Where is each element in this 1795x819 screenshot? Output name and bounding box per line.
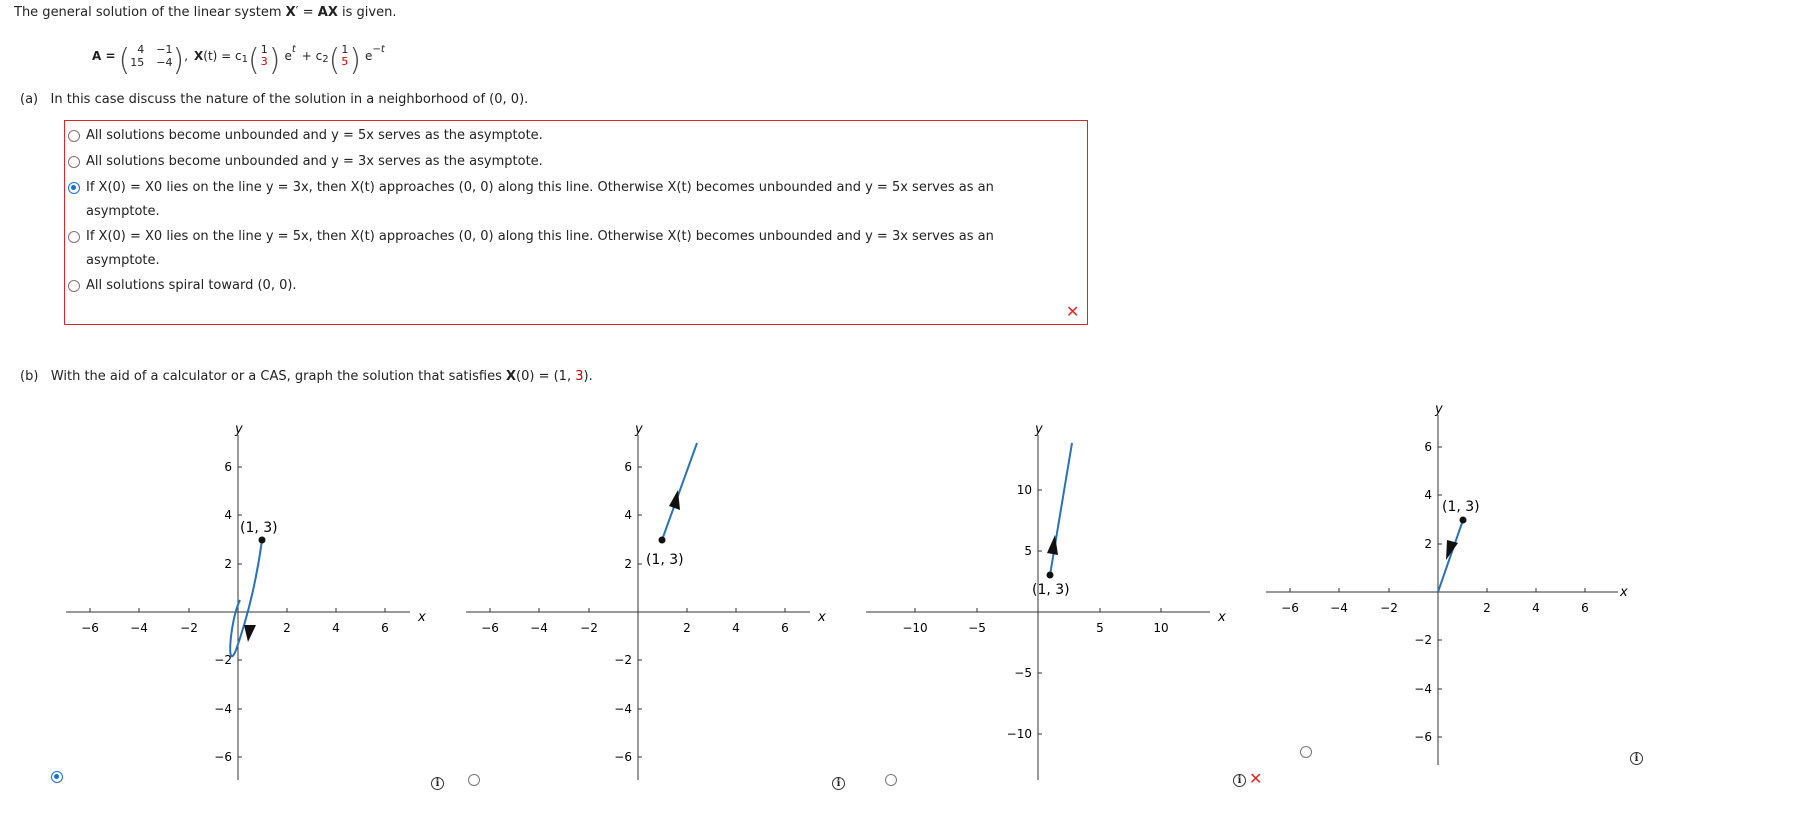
radio-button[interactable] xyxy=(68,231,80,243)
direction-arrow xyxy=(1446,540,1458,560)
option-a1[interactable]: All solutions become unbounded and y = 5x serves as the asymptote. xyxy=(68,128,1046,144)
graph-option-2[interactable] xyxy=(460,410,830,780)
y-tick: −4 xyxy=(1414,682,1432,696)
x-axis-label: x xyxy=(1218,610,1226,625)
y-tick: 6 xyxy=(224,460,232,474)
y-axis-label: y xyxy=(235,422,243,437)
direction-arrow xyxy=(244,625,256,642)
y-tick: 6 xyxy=(1424,440,1432,454)
option-a4[interactable]: If X(0) = X0 lies on the line y = 5x, then X(t) approaches (0, 0) along this line. Otherwise X(t) becomes unbounded and y = 3x serves as an asymptote. xyxy=(68,229,1046,273)
y-tick: 5 xyxy=(1024,544,1032,558)
y-tick: −4 xyxy=(214,702,232,716)
point-label: (1, 3) xyxy=(1032,582,1070,598)
solution-curve xyxy=(1438,520,1463,592)
y-tick: 2 xyxy=(624,557,632,571)
y-tick: 2 xyxy=(224,557,232,571)
matrix-a: 4 −1 15 −4 xyxy=(130,42,173,69)
x-tick: −6 xyxy=(1281,601,1299,615)
x-tick: 2 xyxy=(283,621,291,635)
radio-button-selected[interactable] xyxy=(68,182,80,194)
graph-option-3[interactable] xyxy=(860,410,1230,780)
y-tick: −6 xyxy=(614,750,632,764)
vector-2: 1 5 xyxy=(341,42,349,68)
x-tick: −5 xyxy=(968,621,986,635)
system-equation: A = ( 4 −1 15 −4 ) , X (t) = c 1 ( 1 3 ) e t + c 2 ( 1 5 ) e −t xyxy=(92,42,385,78)
initial-point xyxy=(1047,572,1054,579)
initial-point xyxy=(1460,517,1467,524)
solution-curve xyxy=(1050,443,1072,575)
radio-button[interactable] xyxy=(68,156,80,168)
x-tick: 4 xyxy=(1532,601,1540,615)
y-tick: −6 xyxy=(214,750,232,764)
x-tick: 6 xyxy=(1581,601,1589,615)
point-label: (1, 3) xyxy=(646,552,684,568)
y-tick: −2 xyxy=(214,653,232,667)
radio-button[interactable] xyxy=(68,280,80,292)
x-tick: 2 xyxy=(683,621,691,635)
x-tick: −4 xyxy=(530,621,548,635)
x-tick: −10 xyxy=(902,621,928,635)
x-tick: −2 xyxy=(1380,601,1398,615)
initial-point xyxy=(259,537,266,544)
x-tick: −4 xyxy=(1330,601,1348,615)
x-axis-label: x xyxy=(1620,585,1628,600)
solution-curve xyxy=(230,540,262,656)
graph-3-radio[interactable] xyxy=(885,774,897,786)
graph-option-4[interactable] xyxy=(1260,390,1650,780)
y-tick: 2 xyxy=(1424,537,1432,551)
y-tick: 6 xyxy=(624,460,632,474)
info-icon[interactable]: i xyxy=(832,777,845,790)
graph-option-1[interactable] xyxy=(60,410,430,780)
y-tick: 10 xyxy=(1016,483,1032,497)
x-tick: 5 xyxy=(1096,621,1104,635)
x-tick: −2 xyxy=(180,621,198,635)
graph-1-radio-selected[interactable] xyxy=(51,771,63,783)
option-a3[interactable]: If X(0) = X0 lies on the line y = 3x, then X(t) approaches (0, 0) along this line. Otherwise X(t) becomes unbounded and y = 5x serves as an asymptote. xyxy=(68,180,1046,224)
graph-2-radio[interactable] xyxy=(468,774,480,786)
x-tick: 10 xyxy=(1153,621,1169,635)
x-tick: 6 xyxy=(781,621,789,635)
vector-1: 1 3 xyxy=(260,42,268,68)
y-tick: 4 xyxy=(624,508,632,522)
y-tick: −4 xyxy=(614,702,632,716)
x-tick: 4 xyxy=(332,621,340,635)
y-axis-label: y xyxy=(1035,422,1043,437)
y-tick: −6 xyxy=(1414,730,1432,744)
point-label: (1, 3) xyxy=(1442,499,1480,515)
x-axis-label: x xyxy=(418,610,426,625)
point-label: (1, 3) xyxy=(240,520,278,536)
option-a2[interactable]: All solutions become unbounded and y = 3x serves as the asymptote. xyxy=(68,154,1046,170)
info-icon[interactable]: i xyxy=(1233,774,1246,787)
y-axis-label: y xyxy=(1435,402,1443,417)
solution-curve xyxy=(662,443,697,540)
option-a5[interactable]: All solutions spiral toward (0, 0). xyxy=(68,278,1046,294)
x-tick: −6 xyxy=(81,621,99,635)
x-tick: −4 xyxy=(130,621,148,635)
x-tick: 4 xyxy=(732,621,740,635)
x-tick: 6 xyxy=(381,621,389,635)
x-axis-label: x xyxy=(818,610,826,625)
x-tick: −2 xyxy=(580,621,598,635)
y-tick: −5 xyxy=(1014,666,1032,680)
y-tick: −2 xyxy=(1414,633,1432,647)
intro-text: The general solution of the linear system X′ = AX is given. xyxy=(14,5,397,20)
info-icon[interactable]: i xyxy=(431,777,444,790)
y-tick: 4 xyxy=(224,508,232,522)
x-mark-icon: ✕ xyxy=(1249,769,1263,788)
y-tick: −10 xyxy=(1006,727,1032,741)
part-a-question: (a) In this case discuss the nature of the solution in a neighborhood of (0, 0). xyxy=(20,92,529,107)
x-tick: 2 xyxy=(1483,601,1491,615)
initial-point xyxy=(659,537,666,544)
x-mark-icon: ✕ xyxy=(1066,302,1080,321)
y-tick: −2 xyxy=(614,653,632,667)
info-icon[interactable]: i xyxy=(1630,752,1643,765)
x-tick: −6 xyxy=(481,621,499,635)
radio-button[interactable] xyxy=(68,130,80,142)
y-tick: 4 xyxy=(1424,488,1432,502)
y-axis-label: y xyxy=(635,422,643,437)
part-b-question: (b) With the aid of a calculator or a CAS, graph the solution that satisfies X(0) = (1, 3). xyxy=(20,369,593,384)
